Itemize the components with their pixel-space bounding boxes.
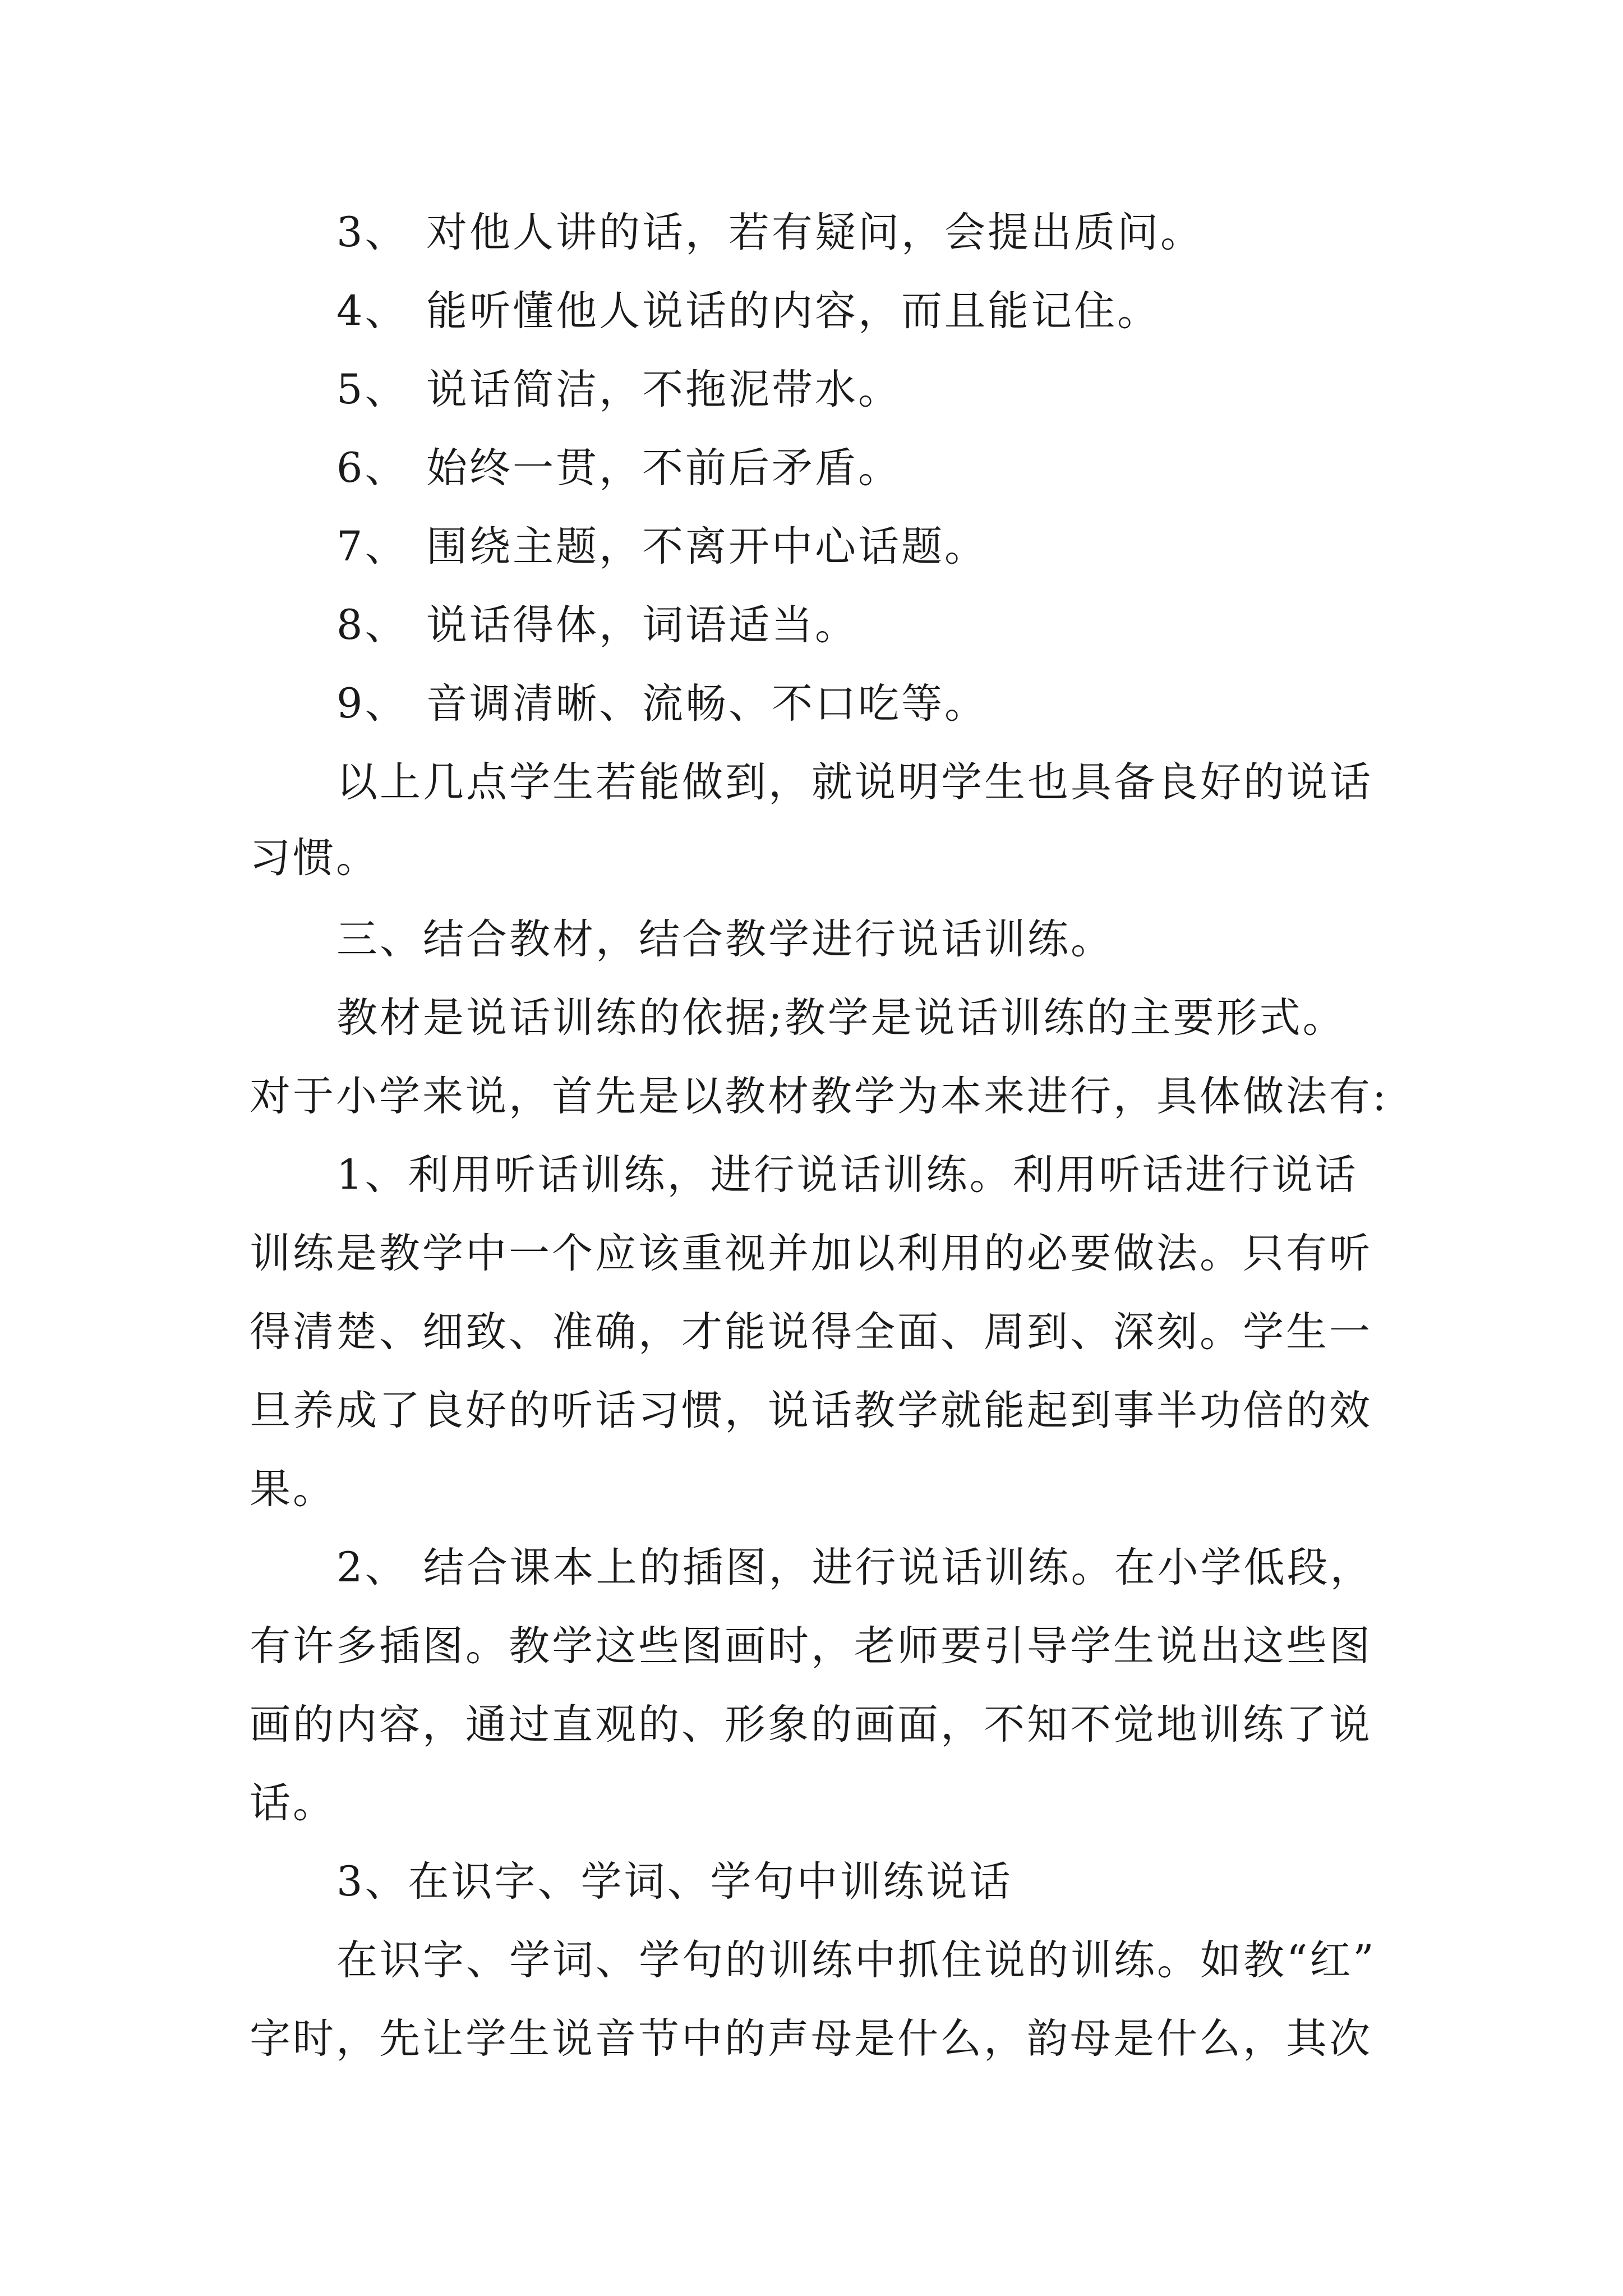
summary-line: 以上几点学生若能做到，就说明学生也具备良好的说话 xyxy=(336,758,1373,806)
list-item xyxy=(336,440,901,496)
list-item-number: 8、 xyxy=(336,601,408,649)
point3-line: 在识字、学词、学句的训练中抓住说的训练。如教“红” xyxy=(336,1936,1376,1984)
list-item-text: 围绕主题，不离开中心话题。 xyxy=(426,523,988,570)
intro-line: 对于小学来说，首先是以教材教学为本来进行，具体做法有: xyxy=(250,1073,1389,1120)
list-item-number: 6、 xyxy=(336,444,408,492)
point1-line: 果。 xyxy=(250,1465,336,1513)
list-item-number: 3、 xyxy=(336,209,408,256)
list-item xyxy=(336,205,1204,261)
summary-line: 习惯。 xyxy=(250,834,379,882)
list-item xyxy=(336,676,988,732)
point2-line: 画的内容，通过直观的、形象的画面，不知不觉地训练了说 xyxy=(250,1701,1372,1749)
list-item-text: 音调清晰、流畅、不口吃等。 xyxy=(426,680,988,728)
section-heading: 三、结合教材，结合教学进行说话训练。 xyxy=(336,915,1114,963)
point3-heading: 3、在识字、学词、学句中训练说话 xyxy=(336,1858,1013,1906)
list-item xyxy=(336,519,988,575)
point2-line: 话。 xyxy=(250,1779,336,1827)
list-item-text: 始终一贯，不前后矛盾。 xyxy=(426,444,901,492)
list-item xyxy=(336,597,858,654)
point3-line: 字时，先让学生说音节中的声母是什么，韵母是什么，其次 xyxy=(250,2015,1372,2063)
list-item-number: 7、 xyxy=(336,523,408,570)
list-item-text: 说话简洁，不拖泥带水。 xyxy=(426,366,901,413)
list-item-text: 能听懂他人说话的内容，而且能记住。 xyxy=(426,287,1160,335)
point1-line: 旦养成了良好的听话习惯，说话教学就能起到事半功倍的效 xyxy=(250,1387,1372,1434)
point2-line: 2、 结合课本上的插图，进行说话训练。在小学低段， xyxy=(336,1544,1373,1591)
list-item-number: 9、 xyxy=(336,680,408,728)
list-item-text: 说话得体，词语适当。 xyxy=(426,601,858,649)
list-item-number: 4、 xyxy=(336,287,408,335)
point1-line: 1、利用听话训练，进行说话训练。利用听话进行说话 xyxy=(336,1151,1358,1199)
point1-line: 得清楚、细致、准确，才能说得全面、周到、深刻。学生一 xyxy=(250,1308,1372,1356)
list-item xyxy=(336,362,901,418)
list-item xyxy=(336,283,1160,339)
point1-line: 训练是教学中一个应该重视并加以利用的必要做法。只有听 xyxy=(250,1230,1372,1277)
point2-line: 有许多插图。教学这些图画时，老师要引导学生说出这些图 xyxy=(250,1622,1372,1670)
list-item-text: 对他人讲的话，若有疑问，会提出质问。 xyxy=(426,209,1204,256)
list-item-number: 5、 xyxy=(336,366,408,413)
intro-line: 教材是说话训练的依据;教学是说话训练的主要形式。 xyxy=(336,994,1346,1042)
